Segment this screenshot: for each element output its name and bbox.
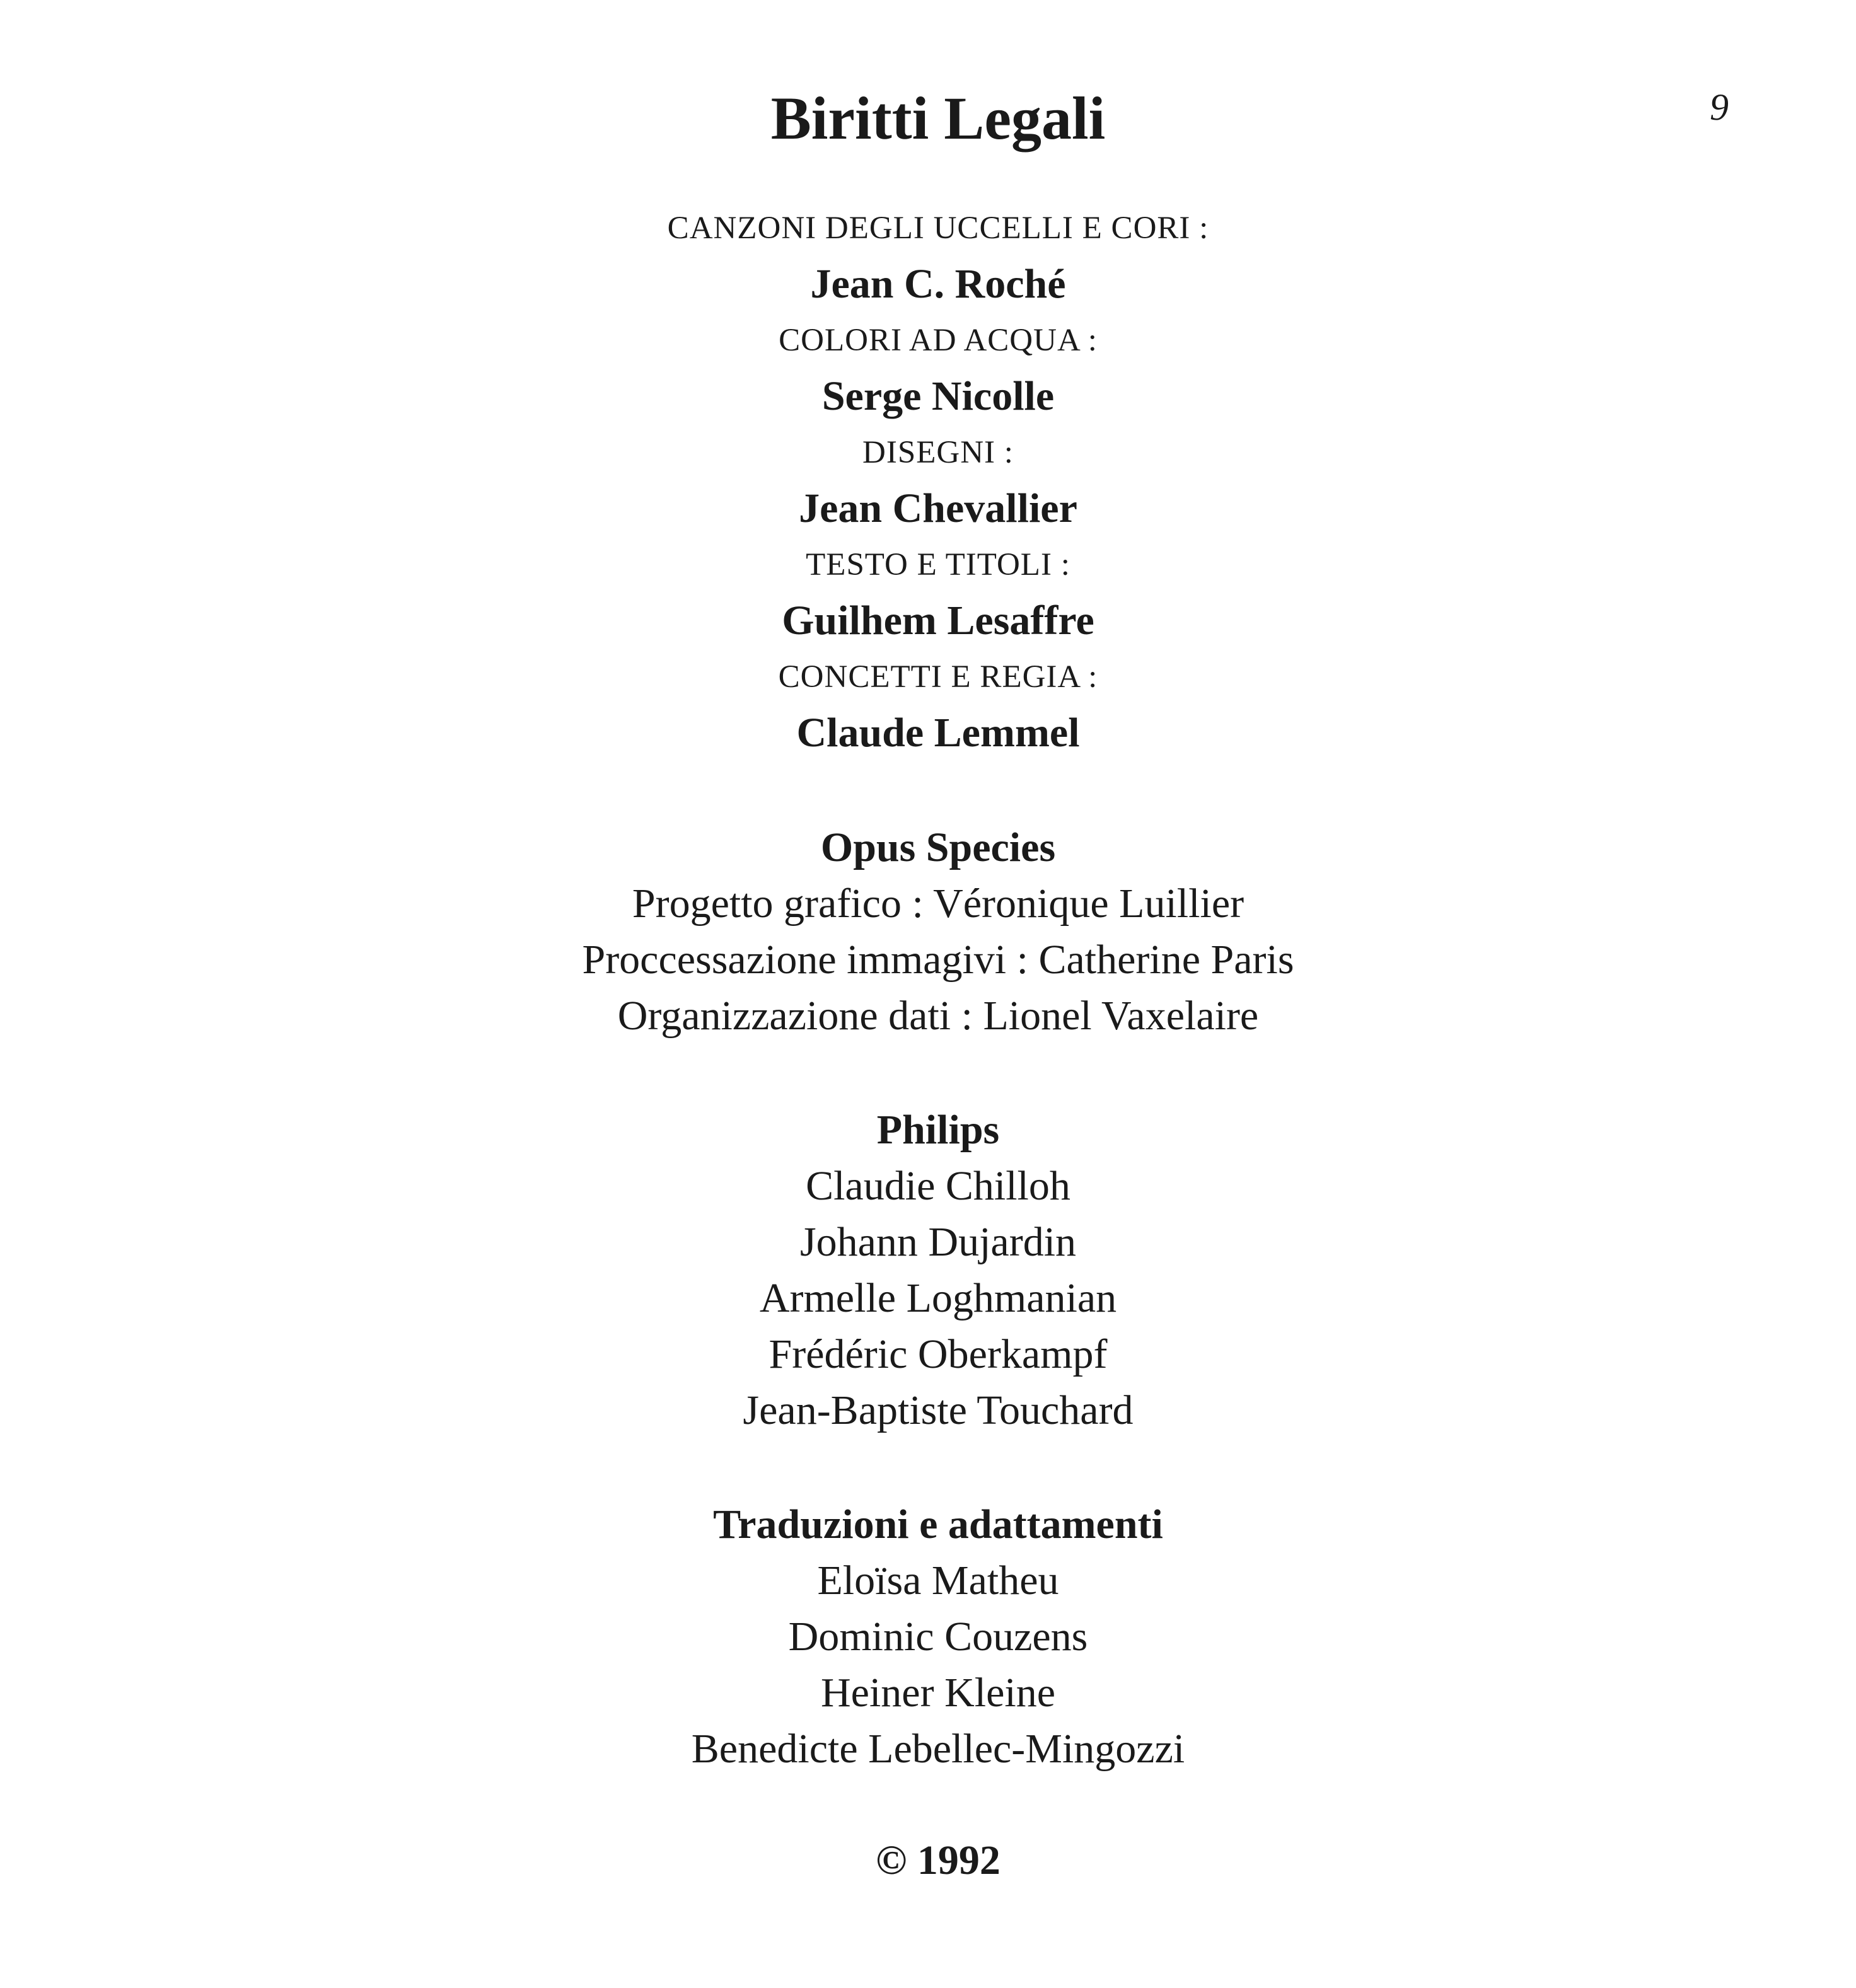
section-line: Jean-Baptiste Touchard xyxy=(743,1387,1134,1433)
section-line: Organizzazione dati : Lionel Vaxelaire xyxy=(617,993,1259,1039)
spacer xyxy=(0,1044,1856,1102)
section-line: Progetto grafico : Véronique Luillier xyxy=(632,881,1244,927)
section-line: Claudie Chilloh xyxy=(806,1163,1070,1209)
credits-block xyxy=(0,200,1856,1888)
credit-name: Claude Lemmel xyxy=(796,710,1080,756)
section-line: Armelle Loghmanian xyxy=(759,1275,1117,1321)
section-line: Heiner Kleine xyxy=(821,1670,1055,1716)
page-number: 9 xyxy=(1710,86,1729,128)
credit-role: COLORI AD ACQUA : xyxy=(779,323,1098,358)
section-heading: Traduzioni e adattamenti xyxy=(713,1501,1163,1547)
credit-name: Serge Nicolle xyxy=(821,373,1055,419)
section-line: Proccessazione immagivi : Catherine Paris xyxy=(582,937,1294,983)
credit-name: Jean Chevallier xyxy=(799,485,1077,531)
section-traduzioni xyxy=(0,1496,1856,1777)
credit-list xyxy=(0,200,1856,761)
section-line: Johann Dujardin xyxy=(799,1219,1077,1265)
spacer xyxy=(0,761,1856,819)
page-title: Biritti Legali xyxy=(770,84,1106,152)
section-heading: Opus Species xyxy=(820,824,1056,870)
section-line: Dominic Couzens xyxy=(788,1614,1088,1660)
credit-role: DISEGNI : xyxy=(862,435,1014,470)
credit-role: TESTO E TITOLI : xyxy=(806,547,1070,582)
section-opus-species xyxy=(0,819,1856,1044)
section-heading: Philips xyxy=(876,1107,1000,1153)
credit-role: CONCETTI E REGIA : xyxy=(778,659,1098,695)
credit-name: Guilhem Lesaffre xyxy=(782,598,1094,644)
credit-role: CANZONI DEGLI UCCELLI E CORI : xyxy=(667,211,1209,246)
section-line: Frédéric Oberkampf xyxy=(768,1331,1108,1377)
section-philips xyxy=(0,1102,1856,1438)
copyright: © 1992 xyxy=(876,1837,1000,1883)
section-line: Eloïsa Matheu xyxy=(817,1557,1059,1604)
spacer xyxy=(0,1438,1856,1496)
credit-name: Jean C. Roché xyxy=(810,261,1066,307)
section-line: Benedicte Lebellec-Mingozzi xyxy=(691,1726,1185,1772)
